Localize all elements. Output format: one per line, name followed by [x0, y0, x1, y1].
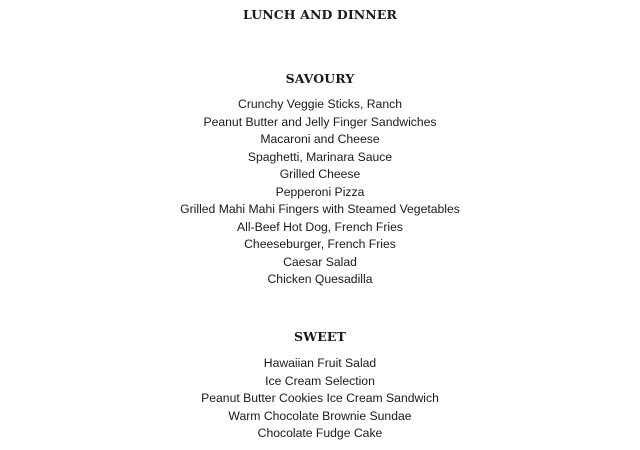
menu-item: Pepperoni Pizza	[275, 184, 365, 199]
menu-item: Ice Cream Selection	[265, 373, 375, 388]
menu-item: Peanut Butter Cookies Ice Cream Sandwich	[201, 391, 439, 405]
menu-item: Chocolate Fudge Cake	[257, 426, 383, 440]
menu-item: Chicken Quesadilla	[267, 272, 373, 286]
menu-item: Hawaiian Fruit Salad	[263, 356, 377, 370]
savoury-heading: SAVOURY	[285, 71, 355, 86]
sweet-heading: SWEET	[294, 329, 346, 344]
sweet-items-list	[0, 355, 640, 443]
menu-item: All-Beef Hot Dog, French Fries	[237, 219, 403, 234]
savoury-items-list	[0, 96, 640, 289]
menu-item: Grilled Cheese	[279, 167, 361, 181]
menu-item: Crunchy Veggie Sticks, Ranch	[238, 97, 402, 111]
menu-item: Warm Chocolate Brownie Sundae	[228, 408, 412, 423]
menu-item: Macaroni and Cheese	[260, 132, 380, 146]
menu-title: LUNCH AND DINNER	[243, 7, 397, 22]
menu-item: Grilled Mahi Mahi Fingers with Steamed Vegetables	[180, 202, 460, 216]
menu-item: Spaghetti, Marinara Sauce	[247, 149, 393, 164]
menu-item: Caesar Salad	[283, 254, 357, 269]
menu-item: Peanut Butter and Jelly Finger Sandwiches	[203, 114, 437, 129]
menu-item: Cheeseburger, French Fries	[244, 237, 396, 251]
